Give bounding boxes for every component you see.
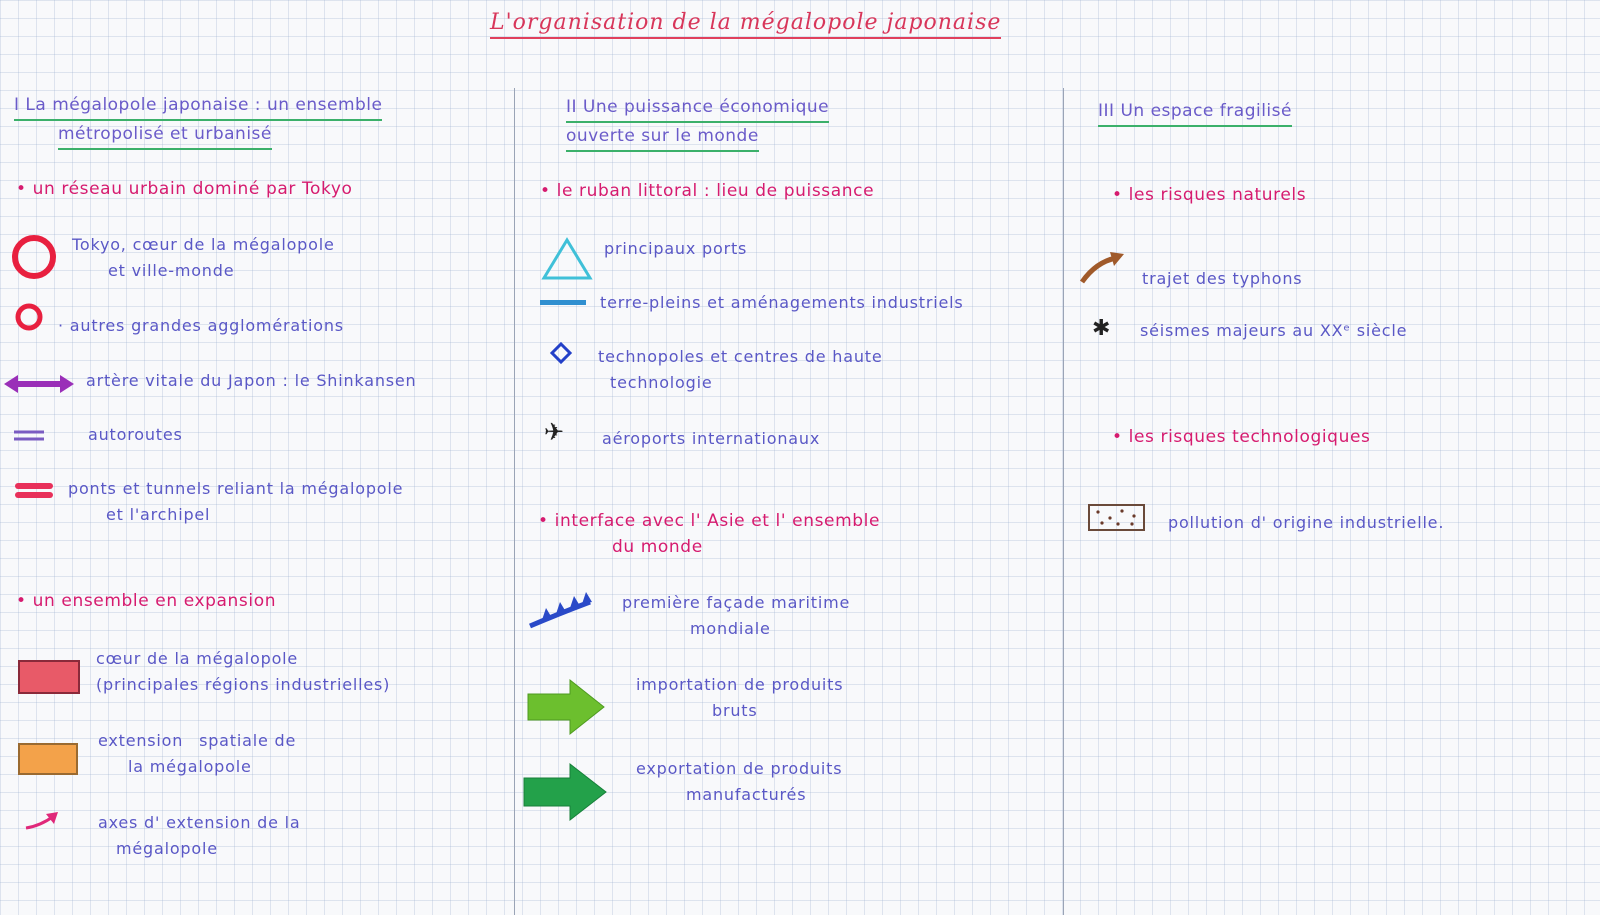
- subheading-risques-naturels: • les risques naturels: [1112, 185, 1307, 205]
- legend-facade-line-1: première façade maritime: [622, 593, 851, 612]
- legend-facade: [622, 590, 850, 642]
- heading-2-line-1: II Une puissance économique: [566, 94, 829, 123]
- bridge-icon: [16, 482, 52, 500]
- section-heading-2: [566, 94, 829, 152]
- section-heading-1: [14, 92, 382, 150]
- legend-exportation: [636, 756, 842, 808]
- legend-shinkansen: artère vitale du Japon : le Shinkansen: [86, 371, 417, 390]
- legend-coeur-line-2: (principales régions industrielles): [96, 675, 391, 694]
- legend-axes-line-1: axes d' extension de la: [98, 813, 301, 832]
- subheading-ruban-littoral: • le ruban littoral : lieu de puissance: [540, 181, 875, 201]
- legend-extension-word-2: spatiale de: [199, 731, 297, 750]
- legend-techno-line-2: technologie: [610, 373, 713, 392]
- legend-axes: [98, 810, 301, 862]
- page-title: L'organisation de la mégalopole japonaise: [490, 10, 1001, 39]
- small-red-circle-icon: [14, 302, 48, 336]
- legend-extension: [98, 728, 296, 780]
- legend-import-line-1: importation de produits: [636, 675, 844, 694]
- legend-ponts-line-1: ponts et tunnels reliant la mégalopole: [68, 479, 404, 498]
- legend-tokyo-line-1: Tokyo, cœur de la mégalopole: [72, 235, 335, 254]
- column-divider: [514, 88, 515, 915]
- legend-typhons: trajet des typhons: [1142, 269, 1303, 288]
- heading-2-line-2: ouverte sur le monde: [566, 123, 759, 152]
- subheading-interface-line-1: • interface avec l' Asie et l' ensemble: [538, 511, 881, 531]
- brown-arrow-icon: [1080, 250, 1126, 286]
- subheading-interface: [538, 508, 880, 560]
- legend-autoroutes: autoroutes: [88, 425, 183, 444]
- legend-facade-line-2: mondiale: [690, 619, 771, 638]
- column-divider: [1063, 88, 1064, 915]
- legend-techno-line-1: technopoles et centres de haute: [598, 347, 883, 366]
- legend-aeroports: aéroports internationaux: [602, 429, 821, 448]
- heading-3-line-1: III Un espace fragilisé: [1098, 98, 1292, 127]
- legend-axes-line-2: mégalopole: [116, 839, 218, 858]
- light-green-arrow-icon: [526, 678, 606, 736]
- legend-ports: principaux ports: [604, 239, 748, 258]
- section-heading-3: [1098, 98, 1292, 127]
- double-arrow-icon: [4, 374, 74, 394]
- heading-1-line-1: I La mégalopole japonaise : un ensemble: [14, 92, 382, 121]
- legend-export-line-2: manufacturés: [686, 785, 807, 804]
- legend-pollution: pollution d' origine industrielle.: [1168, 513, 1445, 532]
- red-circle-icon: [10, 234, 60, 284]
- legend-extension-line-2: la mégalopole: [128, 757, 252, 776]
- airplane-icon: ✈: [544, 418, 565, 446]
- dotted-box-icon: [1088, 504, 1146, 532]
- legend-export-line-1: exportation de produits: [636, 759, 843, 778]
- legend-coeur-line-1: cœur de la mégalopole: [96, 649, 299, 668]
- legend-agglomerations: · autres grandes agglomérations: [58, 316, 344, 335]
- legend-technopoles: [598, 344, 882, 396]
- legend-terre-pleins: terre-pleins et aménagements industriels: [600, 293, 964, 312]
- sawtooth-facade-icon: [528, 588, 594, 632]
- orange-rect-icon: [18, 743, 78, 775]
- highway-icon: [14, 428, 46, 444]
- dark-green-arrow-icon: [522, 762, 608, 822]
- legend-tokyo-line-2: et ville-monde: [108, 261, 235, 280]
- subheading-interface-line-2: du monde: [612, 537, 703, 557]
- subheading-expansion: • un ensemble en expansion: [16, 591, 277, 611]
- legend-importation: [636, 672, 843, 724]
- asterisk-icon: ✱: [1092, 316, 1111, 341]
- diamond-icon: [550, 342, 572, 364]
- subheading-risques-techno: • les risques technologiques: [1112, 427, 1371, 447]
- legend-ponts-line-2: et l'archipel: [106, 505, 211, 524]
- red-rect-icon: [18, 660, 80, 694]
- legend-extension-word: extension: [98, 731, 184, 750]
- subheading-urban-network: • un réseau urbain dominé par Tokyo: [16, 179, 353, 199]
- triangle-port-icon: [540, 236, 594, 282]
- legend-tokyo: [72, 232, 335, 284]
- legend-coeur: [96, 646, 390, 698]
- blue-bar-icon: [540, 300, 586, 305]
- legend-ponts: [68, 476, 403, 528]
- heading-1-line-2: métropolisé et urbanisé: [58, 121, 272, 150]
- legend-import-line-2: bruts: [712, 701, 758, 720]
- pink-arrow-icon: [24, 810, 60, 832]
- legend-seismes: séismes majeurs au XXᵉ siècle: [1140, 321, 1408, 340]
